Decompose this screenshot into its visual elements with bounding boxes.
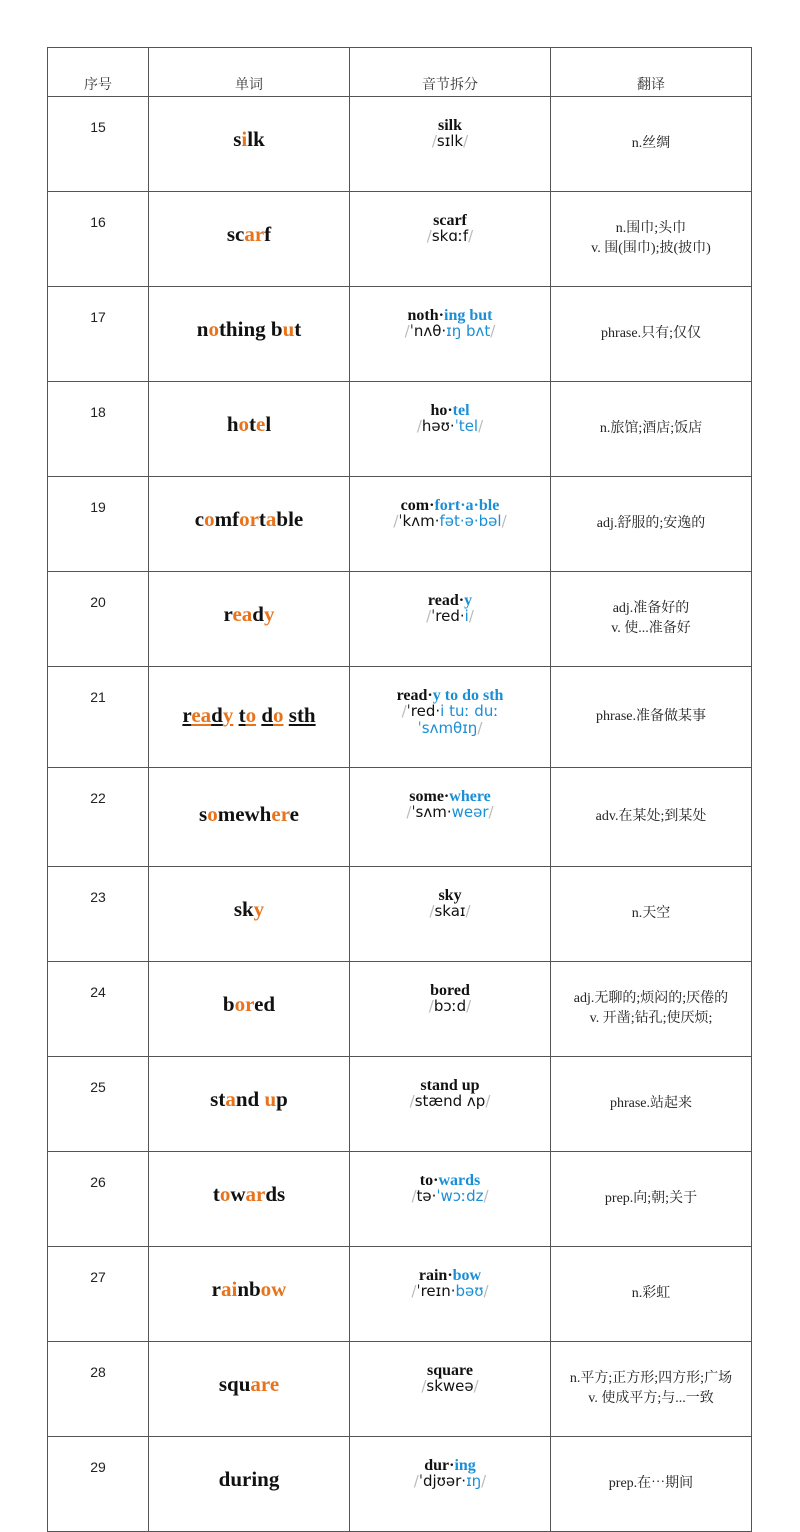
translation bbox=[551, 1152, 752, 1247]
word-segment: mewh bbox=[217, 802, 272, 826]
phonetic-segment: ˈred· bbox=[406, 702, 441, 720]
table-row bbox=[48, 1247, 752, 1342]
phonetic-segment: skweə bbox=[426, 1377, 474, 1395]
word-segment: are bbox=[250, 1372, 280, 1396]
word-segment: st bbox=[210, 1087, 226, 1111]
syllable-split bbox=[350, 1057, 551, 1152]
syllables bbox=[350, 309, 550, 323]
word-segment: y bbox=[253, 897, 265, 921]
translation-line: phrase.站起来 bbox=[609, 1096, 693, 1111]
syllable-segment: y to do sth bbox=[432, 687, 504, 704]
slash-mark: / bbox=[428, 997, 434, 1015]
translation-line: phrase.只有;仅仅 bbox=[601, 326, 701, 341]
slash-mark: / bbox=[429, 902, 435, 920]
phonetic-segment: weər bbox=[451, 803, 489, 821]
vocab-word bbox=[149, 1057, 350, 1152]
syllable-split bbox=[350, 867, 551, 962]
syllable-split bbox=[350, 962, 551, 1057]
vocab-word bbox=[149, 1152, 350, 1247]
phonetic bbox=[350, 703, 550, 720]
syllables bbox=[350, 1269, 550, 1283]
translation-line: adj.舒服的;安逸的 bbox=[596, 516, 706, 531]
word-segment: er bbox=[271, 802, 290, 826]
translation bbox=[551, 97, 752, 192]
word-segment: lk bbox=[247, 127, 265, 151]
vocabulary-table bbox=[47, 47, 752, 1532]
word-segment: l bbox=[265, 412, 272, 436]
table-row bbox=[48, 192, 752, 287]
word-segment: t bbox=[238, 703, 246, 727]
word-segment: sth bbox=[288, 703, 316, 727]
slash-mark: / bbox=[426, 607, 432, 625]
row-number: 29 bbox=[48, 1437, 149, 1532]
word-segment: h bbox=[226, 412, 239, 436]
translation bbox=[551, 1342, 752, 1437]
translation-line: prep.在⋯期间 bbox=[608, 1476, 694, 1491]
syllables bbox=[350, 1364, 550, 1378]
translation-line: adv.在某处;到某处 bbox=[595, 809, 707, 824]
slash-mark: / bbox=[477, 719, 483, 737]
phonetic-segment: ˈsʌm· bbox=[411, 803, 452, 821]
word-segment: nb bbox=[237, 1277, 261, 1301]
table-row bbox=[48, 572, 752, 667]
syllables bbox=[350, 689, 550, 703]
translation-line: prep.向;朝;关于 bbox=[604, 1191, 698, 1206]
slash-mark: / bbox=[501, 512, 507, 530]
slash-mark: / bbox=[466, 997, 472, 1015]
word-segment: ed bbox=[254, 992, 276, 1016]
translation-line: n.丝绸 bbox=[631, 136, 671, 151]
syllables bbox=[350, 119, 550, 133]
syllable-segment: noth· bbox=[407, 307, 444, 324]
row-number: 16 bbox=[48, 192, 149, 287]
syllables bbox=[350, 1174, 550, 1188]
phonetic bbox=[350, 804, 550, 821]
translation-line: n.天空 bbox=[631, 906, 671, 921]
translation-line: n.彩虹 bbox=[631, 1286, 671, 1301]
translation bbox=[551, 477, 752, 572]
word-segment: s bbox=[199, 802, 208, 826]
syllable-split bbox=[350, 287, 551, 382]
word-segment: t bbox=[294, 317, 302, 341]
word-segment: o bbox=[273, 703, 284, 727]
vocab-word bbox=[149, 192, 350, 287]
word-segment: or bbox=[239, 507, 259, 531]
word-segment: ar bbox=[244, 222, 265, 246]
word-segment: u bbox=[264, 1087, 277, 1111]
word-segment: during bbox=[218, 1467, 280, 1491]
translation-line: phrase.准备做某事 bbox=[595, 709, 707, 724]
translation-line: n.旅馆;酒店;饭店 bbox=[599, 421, 703, 436]
vocab-word bbox=[149, 287, 350, 382]
table-row bbox=[48, 382, 752, 477]
word-segment: thing b bbox=[218, 317, 283, 341]
syllable-segment: square bbox=[427, 1362, 473, 1379]
table-row bbox=[48, 97, 752, 192]
word-segment: sk bbox=[233, 897, 254, 921]
syllable-segment: where bbox=[449, 788, 491, 805]
slash-mark: / bbox=[409, 1092, 415, 1110]
table-row bbox=[48, 1437, 752, 1532]
translation bbox=[551, 287, 752, 382]
header-word: 单词 bbox=[149, 48, 350, 97]
translation bbox=[551, 667, 752, 768]
translation-line: v. 使成平方;与...一致 bbox=[588, 1391, 714, 1406]
phonetic-segment: ˈreɪn· bbox=[416, 1282, 456, 1300]
translation bbox=[551, 1057, 752, 1152]
slash-mark: / bbox=[421, 1377, 427, 1395]
phonetic bbox=[350, 903, 550, 920]
row-number: 26 bbox=[48, 1152, 149, 1247]
translation bbox=[551, 1247, 752, 1342]
syllable-segment: silk bbox=[437, 117, 462, 134]
slash-mark: / bbox=[431, 132, 437, 150]
phonetic bbox=[350, 608, 550, 625]
syllable-segment: com· bbox=[400, 497, 435, 514]
word-segment: ar bbox=[245, 1182, 266, 1206]
phonetic-segment: bɔːd bbox=[433, 997, 467, 1015]
slash-mark: / bbox=[413, 1472, 419, 1490]
table-row bbox=[48, 1057, 752, 1152]
word-segment: o bbox=[238, 412, 249, 436]
word-segment: o bbox=[219, 1182, 231, 1206]
word-segment: o bbox=[208, 317, 219, 341]
phonetic-segment: tə· bbox=[416, 1187, 437, 1205]
vocab-word bbox=[149, 97, 350, 192]
word-segment: n bbox=[196, 317, 209, 341]
slash-mark: / bbox=[468, 227, 474, 245]
slash-mark: / bbox=[483, 1187, 489, 1205]
word-segment: e bbox=[256, 412, 266, 436]
word-segment: sc bbox=[226, 222, 245, 246]
word-segment: o bbox=[204, 507, 215, 531]
slash-mark: / bbox=[393, 512, 399, 530]
phonetic-segment: skɑːf bbox=[431, 227, 469, 245]
syllable-split bbox=[350, 477, 551, 572]
word-segment: o bbox=[207, 802, 218, 826]
word-segment: i bbox=[241, 127, 248, 151]
syllable-segment: ho· bbox=[430, 402, 453, 419]
row-number: 21 bbox=[48, 667, 149, 768]
phonetic-segment: həʊ· bbox=[421, 417, 455, 435]
word-segment: t bbox=[249, 412, 256, 436]
slash-mark: / bbox=[411, 1282, 417, 1300]
translation bbox=[551, 382, 752, 477]
syllable-segment: to· bbox=[419, 1172, 439, 1189]
word-segment: ble bbox=[276, 507, 304, 531]
word-segment: r bbox=[182, 703, 192, 727]
phonetic bbox=[350, 1473, 550, 1490]
syllables bbox=[350, 889, 550, 903]
phonetic bbox=[350, 1093, 550, 1110]
translation-line: adj.无聊的;烦闷的;厌倦的 bbox=[573, 991, 729, 1006]
vocab-word bbox=[149, 867, 350, 962]
word-segment: ea bbox=[232, 602, 253, 626]
phonetic-segment: bəʊ bbox=[455, 1282, 484, 1300]
phonetic-segment: sɪlk bbox=[436, 132, 464, 150]
word-segment: t bbox=[212, 1182, 220, 1206]
table-row bbox=[48, 1152, 752, 1247]
phonetic-segment: ˈdjʊər· bbox=[418, 1472, 467, 1490]
row-number: 19 bbox=[48, 477, 149, 572]
slash-mark: / bbox=[490, 322, 496, 340]
syllable-segment: tel bbox=[452, 402, 470, 419]
vocab-word bbox=[149, 768, 350, 867]
row-number: 18 bbox=[48, 382, 149, 477]
row-number: 24 bbox=[48, 962, 149, 1057]
phonetic-segment: skaɪ bbox=[434, 902, 466, 920]
slash-mark: / bbox=[411, 1187, 417, 1205]
header-translation: 翻译 bbox=[551, 48, 752, 97]
vocab-word bbox=[149, 1247, 350, 1342]
word-segment: f bbox=[264, 222, 272, 246]
word-segment: ea bbox=[191, 703, 212, 727]
phonetic-line-2 bbox=[350, 720, 550, 737]
header-row bbox=[48, 48, 752, 97]
vocab-word bbox=[149, 572, 350, 667]
slash-mark: / bbox=[426, 227, 432, 245]
slash-mark: / bbox=[483, 1282, 489, 1300]
vocab-word bbox=[149, 382, 350, 477]
table-body bbox=[48, 97, 752, 1532]
slash-mark: / bbox=[401, 702, 407, 720]
phonetic-segment: ˈtel bbox=[454, 417, 479, 435]
word-segment: a bbox=[265, 507, 277, 531]
syllable-split bbox=[350, 1247, 551, 1342]
syllable-segment: wards bbox=[438, 1172, 481, 1189]
translation bbox=[551, 572, 752, 667]
phonetic-segment: ˈkʌm· bbox=[398, 512, 440, 530]
table-row bbox=[48, 768, 752, 867]
word-segment: p bbox=[276, 1087, 288, 1111]
word-segment: o bbox=[245, 703, 257, 727]
phonetic-segment: ˈnʌθ· bbox=[409, 322, 447, 340]
translation bbox=[551, 768, 752, 867]
syllable-segment: ing but bbox=[444, 307, 493, 324]
syllable-split bbox=[350, 667, 551, 768]
word-segment: y bbox=[222, 703, 234, 727]
phonetic bbox=[350, 998, 550, 1015]
table-row bbox=[48, 667, 752, 768]
row-number: 17 bbox=[48, 287, 149, 382]
row-number: 25 bbox=[48, 1057, 149, 1152]
syllable-segment: read· bbox=[396, 687, 433, 704]
slash-mark: / bbox=[468, 607, 474, 625]
syllables bbox=[350, 1079, 550, 1093]
syllable-segment: dur· bbox=[424, 1457, 455, 1474]
row-number: 23 bbox=[48, 867, 149, 962]
table-row bbox=[48, 962, 752, 1057]
syllables bbox=[350, 594, 550, 608]
phonetic-segment: ɪŋ bbox=[466, 1472, 482, 1490]
table-row bbox=[48, 1342, 752, 1437]
word-segment: u bbox=[282, 317, 295, 341]
table-row bbox=[48, 867, 752, 962]
slash-mark: / bbox=[465, 902, 471, 920]
syllables bbox=[350, 984, 550, 998]
row-number: 20 bbox=[48, 572, 149, 667]
syllable-split bbox=[350, 1152, 551, 1247]
phonetic-segment: fət·ə·bəl bbox=[439, 512, 502, 530]
phonetic-segment: ˈred· bbox=[431, 607, 465, 625]
word-segment: ow bbox=[260, 1277, 287, 1301]
translation-line: v. 围(围巾);披(披巾) bbox=[591, 241, 711, 256]
word-segment: nd bbox=[235, 1087, 265, 1111]
translation bbox=[551, 867, 752, 962]
word-segment: r bbox=[211, 1277, 221, 1301]
table-row bbox=[48, 287, 752, 382]
word-segment: squ bbox=[218, 1372, 251, 1396]
phonetic-segment: i bbox=[464, 607, 469, 625]
word-segment: y bbox=[263, 602, 275, 626]
syllables bbox=[350, 404, 550, 418]
slash-mark: / bbox=[485, 1092, 491, 1110]
syllable-segment: scarf bbox=[433, 212, 467, 229]
translation-line: adj.准备好的 bbox=[612, 601, 690, 616]
syllable-split bbox=[350, 382, 551, 477]
phonetic-segment: ˈwɔːdz bbox=[436, 1187, 484, 1205]
phonetic bbox=[350, 1378, 550, 1395]
phonetic-segment: ˈsʌmθɪŋ bbox=[417, 719, 478, 737]
table-row bbox=[48, 477, 752, 572]
translation-line: v. 使...准备好 bbox=[611, 621, 691, 636]
slash-mark: / bbox=[481, 1472, 487, 1490]
word-segment: c bbox=[194, 507, 205, 531]
phonetic bbox=[350, 1283, 550, 1300]
phonetic-segment: i tuː duː bbox=[440, 702, 499, 720]
word-segment: mf bbox=[214, 507, 240, 531]
syllable-split bbox=[350, 1342, 551, 1437]
row-number: 28 bbox=[48, 1342, 149, 1437]
word-segment: d bbox=[252, 602, 264, 626]
syllable-segment: bored bbox=[430, 982, 470, 999]
vocab-word bbox=[149, 1437, 350, 1532]
syllable-segment: bow bbox=[452, 1267, 482, 1284]
header-number: 序号 bbox=[48, 48, 149, 97]
syllable-segment: read· bbox=[427, 592, 465, 609]
syllable-split bbox=[350, 1437, 551, 1532]
slash-mark: / bbox=[463, 132, 469, 150]
word-segment: or bbox=[234, 992, 255, 1016]
word-segment: ai bbox=[220, 1277, 238, 1301]
syllable-split bbox=[350, 768, 551, 867]
vocab-word bbox=[149, 667, 350, 768]
phonetic bbox=[350, 513, 550, 530]
phonetic bbox=[350, 1188, 550, 1205]
vocab-word bbox=[149, 962, 350, 1057]
syllable-segment: ing bbox=[454, 1457, 476, 1474]
word-segment: w bbox=[230, 1182, 246, 1206]
slash-mark: / bbox=[404, 322, 410, 340]
word-segment: s bbox=[233, 127, 242, 151]
vocab-word bbox=[149, 1342, 350, 1437]
slash-mark: / bbox=[478, 417, 484, 435]
syllable-segment: sky bbox=[438, 887, 462, 904]
syllable-split bbox=[350, 572, 551, 667]
translation-line: v. 开凿;钻孔;使厌烦; bbox=[589, 1011, 713, 1026]
word-segment: e bbox=[289, 802, 299, 826]
vocab-word bbox=[149, 477, 350, 572]
word-segment: d bbox=[261, 703, 274, 727]
translation bbox=[551, 1437, 752, 1532]
phonetic bbox=[350, 228, 550, 245]
syllables bbox=[350, 1459, 550, 1473]
syllables bbox=[350, 499, 550, 513]
syllable-segment: y bbox=[464, 592, 473, 609]
syllable-segment: fort·a·ble bbox=[434, 497, 500, 514]
syllable-segment: some· bbox=[409, 788, 450, 805]
translation bbox=[551, 192, 752, 287]
translation bbox=[551, 962, 752, 1057]
phonetic-segment: stænd ʌp bbox=[414, 1092, 486, 1110]
syllable-segment: rain· bbox=[418, 1267, 453, 1284]
phonetic bbox=[350, 323, 550, 340]
phonetic bbox=[350, 418, 550, 435]
slash-mark: / bbox=[473, 1377, 479, 1395]
phonetic bbox=[350, 133, 550, 150]
translation-line: n.平方;正方形;四方形;广场 bbox=[569, 1371, 733, 1386]
syllables bbox=[350, 214, 550, 228]
slash-mark: / bbox=[488, 803, 494, 821]
word-segment: b bbox=[222, 992, 235, 1016]
word-segment: d bbox=[211, 703, 223, 727]
word-segment: t bbox=[258, 507, 266, 531]
slash-mark: / bbox=[406, 803, 412, 821]
row-number: 27 bbox=[48, 1247, 149, 1342]
word-segment: a bbox=[225, 1087, 236, 1111]
row-number: 15 bbox=[48, 97, 149, 192]
slash-mark: / bbox=[416, 417, 422, 435]
translation-line: n.围巾;头巾 bbox=[615, 221, 687, 236]
row-number: 22 bbox=[48, 768, 149, 867]
word-segment: ds bbox=[265, 1182, 286, 1206]
header-syllables: 音节拆分 bbox=[350, 48, 551, 97]
syllable-split bbox=[350, 97, 551, 192]
syllable-segment: stand up bbox=[420, 1077, 480, 1094]
phonetic-segment: ɪŋ bʌt bbox=[446, 322, 491, 340]
word-segment: r bbox=[223, 602, 233, 626]
syllable-split bbox=[350, 192, 551, 287]
syllables bbox=[350, 790, 550, 804]
